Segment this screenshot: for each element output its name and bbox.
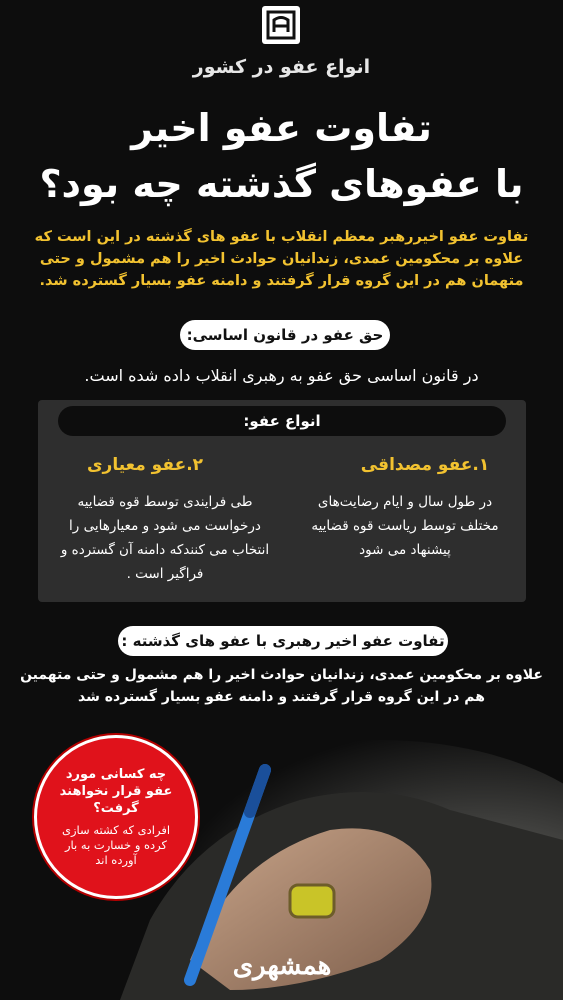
difference-heading: تفاوت عفو اخیر رهبری با عفو های گذشته :	[118, 626, 448, 656]
badge-question: چه کسانی مورد عفو قرار نخواهند گرفت؟	[59, 767, 173, 816]
pardon-type-1-text: در طول سال و ایام رضایت‌های مختلف توسط ریاست قوه قضاییه پیشنهاد می شود	[311, 494, 499, 558]
supertitle: انواع عفو در کشور	[192, 56, 371, 78]
hamshahri-footer-logo: همشهری	[232, 951, 332, 981]
constitution-heading: حق عفو در قانون اساسی:	[180, 320, 390, 350]
constitution-statement: در قانون اساسی حق عفو به رهبری انقلاب داده شده است.	[84, 366, 479, 385]
excluded-persons-badge	[34, 735, 198, 899]
pardon-types-heading: انواع عفو:	[58, 406, 506, 436]
pardon-type-2-text: طی فرایندی توسط قوه قضاییه درخواست می شود و معیارهایی را انتخاب می کنندکه دامنه آن گسترده و فراگیر است .	[60, 494, 270, 582]
title-line-2: با عفوهای گذشته چه بود؟	[39, 162, 524, 206]
pardon-type-1-title: ۱.عفو مصداقی	[360, 455, 490, 475]
intro-paragraph: تفاوت عفو اخیررهبر معظم انقلاب با عفو های گذشته در این است که علاوه بر محکومین عمدی، زندانیان حوادث اخیر را هم مشمول و حتی متهمان هم در این گروه قرار گرفتند و دامنه عفو بسیار گسترده شد.	[34, 229, 529, 289]
hamshahri-logo-icon	[262, 6, 300, 44]
difference-text: علاوه بر محکومین عمدی، زندانیان حوادث اخیر را هم مشمول و حتی متهمین هم در این گروه قرار گرفتند و دامنه عفو بسیار گسترده شد	[20, 667, 543, 705]
page-title	[0, 100, 563, 212]
badge-answer: افرادی که کشته سازی کرده و خسارت به بار آورده اند	[61, 823, 171, 867]
title-line-1: تفاوت عفو اخیر	[131, 106, 432, 150]
pardon-type-2-title: ۲.عفو معیاری	[86, 455, 204, 475]
